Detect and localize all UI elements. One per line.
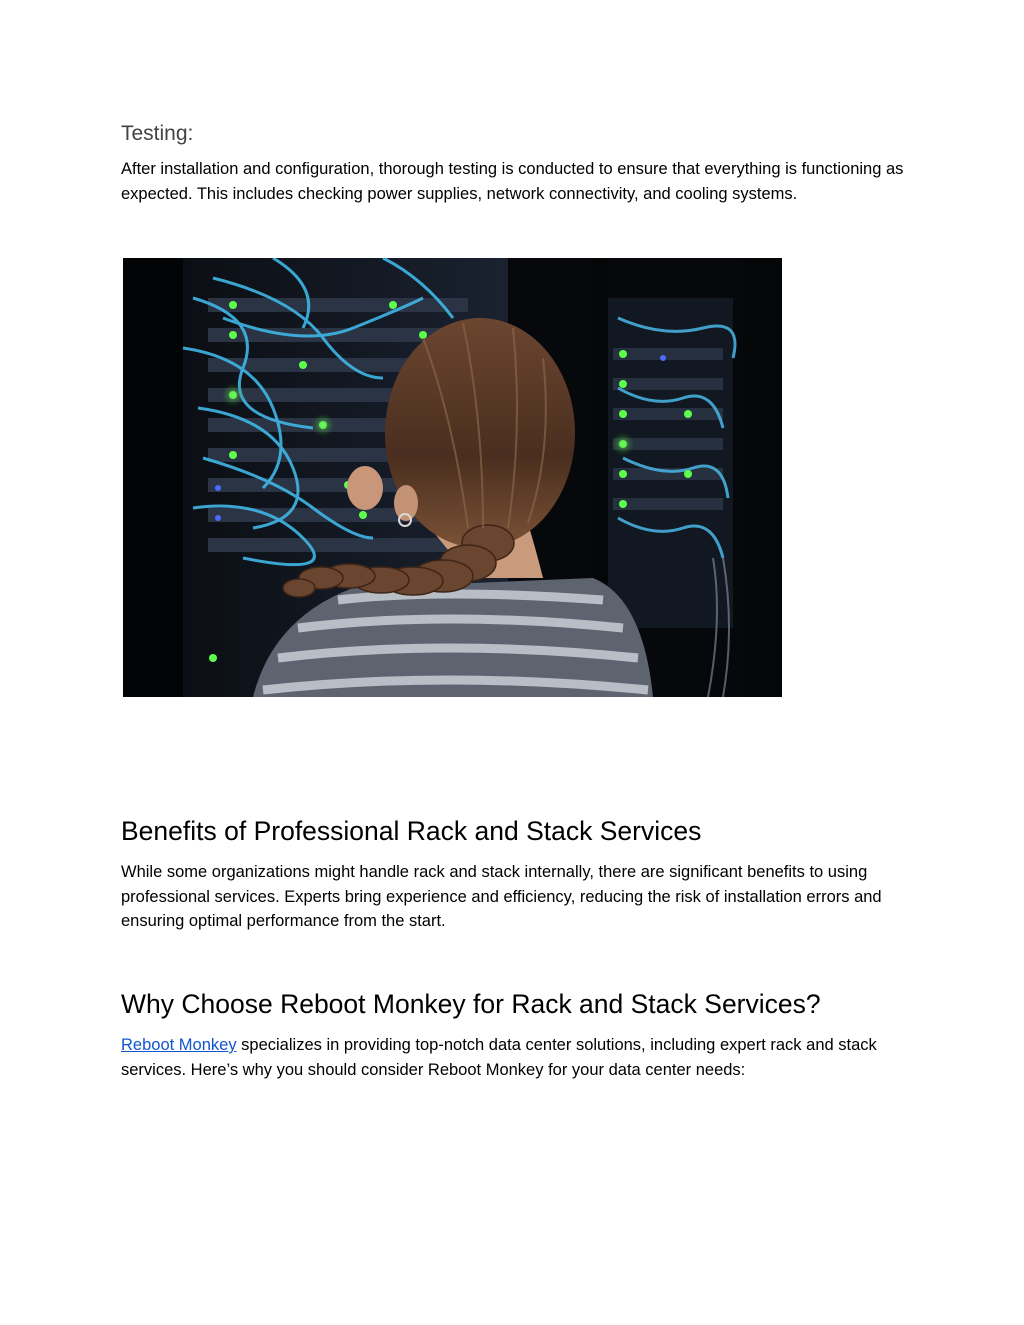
why-choose-heading: Why Choose Reboot Monkey for Rack and Stack Services? — [121, 989, 821, 1019]
benefits-paragraph: While some organizations might handle rack and stack internally, there are significant benefits to using professional services. Experts bring experience and efficiency, reducing the risk of installation errors and ensuring optimal performance from the start. — [121, 863, 882, 930]
benefits-heading: Benefits of Professional Rack and Stack Services — [121, 816, 702, 846]
reboot-monkey-link[interactable]: Reboot Monkey — [121, 1036, 237, 1054]
testing-paragraph: After installation and configuration, thorough testing is conducted to ensure that everything is functioning as expected. This includes checking power supplies, network connectivity, and cooling systems. — [121, 160, 904, 203]
testing-heading: Testing: — [121, 122, 194, 145]
server-rack-photo — [123, 258, 782, 697]
why-choose-text: specializes in providing top-notch data center solutions, including expert rack and stack services. Here’s why you should consider Reboot Monkey for your data center needs: — [121, 1036, 877, 1079]
why-choose-paragraph — [121, 1033, 911, 1082]
